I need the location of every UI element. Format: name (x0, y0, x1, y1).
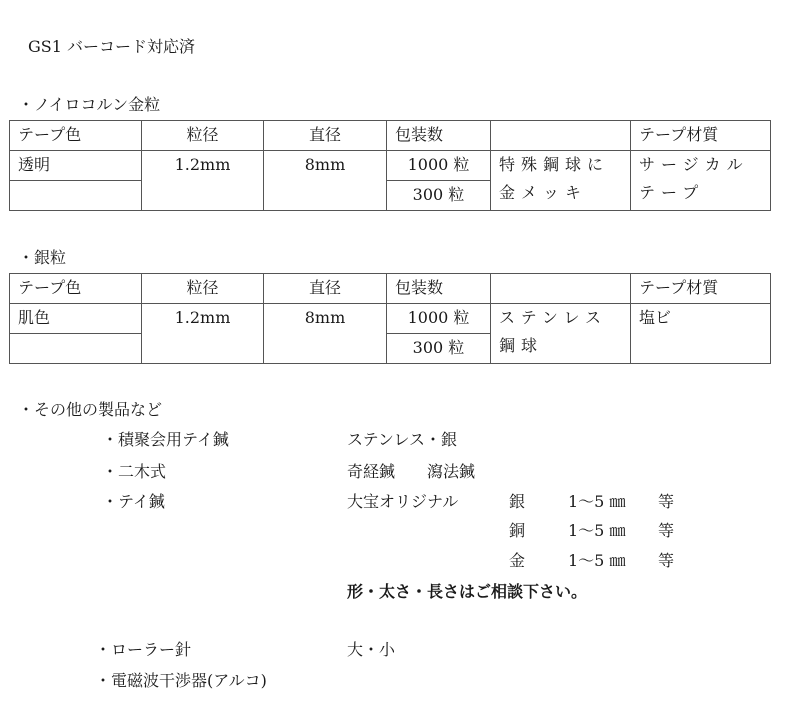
table-header-row (10, 121, 771, 151)
silver-spec-table (9, 273, 771, 364)
col-grain: 粒径 (142, 121, 264, 151)
tape-material-cell (631, 151, 771, 211)
grain-cell: 1.2mm (142, 151, 264, 211)
tei-etc: 等 (658, 492, 675, 511)
material-cell (491, 304, 631, 364)
silver-section-title: ・銀粒 (18, 248, 67, 267)
empty-cell (10, 334, 142, 364)
col-tape-material: テープ材質 (631, 121, 771, 151)
col-material (491, 121, 631, 151)
others-section-title: ・その他の製品など (18, 400, 163, 419)
list-item-desc: 奇経鍼 瀉法鍼 (347, 462, 476, 481)
tei-etc: 等 (658, 551, 675, 570)
diameter-cell: 8mm (264, 304, 387, 364)
col-tape-color: テープ色 (10, 121, 142, 151)
grain-cell: 1.2mm (142, 304, 264, 364)
list-item-desc: 大・小 (347, 640, 396, 659)
col-material (491, 274, 631, 304)
table-header-row (10, 274, 771, 304)
tape-material-cell: 塩ビ (631, 304, 771, 364)
table-row (10, 304, 771, 334)
table-row (10, 151, 771, 181)
list-item-desc: ステンレス・銀 (347, 430, 458, 449)
tape-color-cell: 透明 (10, 151, 142, 181)
tei-etc: 等 (658, 521, 675, 540)
gold-section-title: ・ノイロコルン金粒 (18, 95, 161, 114)
col-diameter: 直径 (264, 274, 387, 304)
col-tape-material: テープ材質 (631, 274, 771, 304)
pack-cell: 300 粒 (387, 181, 491, 211)
tei-metal: 金 (509, 551, 526, 570)
list-item-label: ・電磁波干渉器(アルコ) (95, 671, 267, 690)
consult-note: 形・太さ・長さはご相談下さい。 (347, 582, 588, 601)
col-pack: 包装数 (387, 121, 491, 151)
list-item-label: ・二木式 (102, 462, 167, 481)
empty-cell (10, 181, 142, 211)
list-item-label: ・ローラー針 (95, 640, 192, 659)
pack-cell: 1000 粒 (387, 151, 491, 181)
tei-metal: 銅 (509, 521, 526, 540)
material-line-2: 鋼球 (499, 336, 544, 355)
tape-material-line-2: テープ (639, 183, 705, 202)
material-line-2: 金メッキ (499, 183, 588, 202)
col-pack: 包装数 (387, 274, 491, 304)
col-diameter: 直径 (264, 121, 387, 151)
material-line-1: ステンレス (499, 308, 608, 327)
tei-metal: 銀 (509, 492, 526, 511)
pack-cell: 300 粒 (387, 334, 491, 364)
tape-material-line-1: サージカル (639, 155, 749, 174)
tape-color-cell: 肌色 (10, 304, 142, 334)
list-item-label: ・積聚会用テイ鍼 (102, 430, 229, 449)
gold-spec-table (9, 120, 771, 211)
diameter-cell: 8mm (264, 151, 387, 211)
col-grain: 粒径 (142, 274, 264, 304)
tei-size: 1～5 ㎜ (568, 551, 626, 570)
material-cell (491, 151, 631, 211)
list-item-label: ・テイ鍼 (102, 492, 165, 511)
tei-size: 1～5 ㎜ (568, 521, 626, 540)
list-item-desc: 大宝オリジナル (347, 492, 459, 511)
pack-cell: 1000 粒 (387, 304, 491, 334)
tei-size: 1～5 ㎜ (568, 492, 626, 511)
material-line-1: 特殊鋼球に (499, 155, 610, 174)
page-heading: GS1 バーコード対応済 (28, 37, 196, 56)
col-tape-color: テープ色 (10, 274, 142, 304)
